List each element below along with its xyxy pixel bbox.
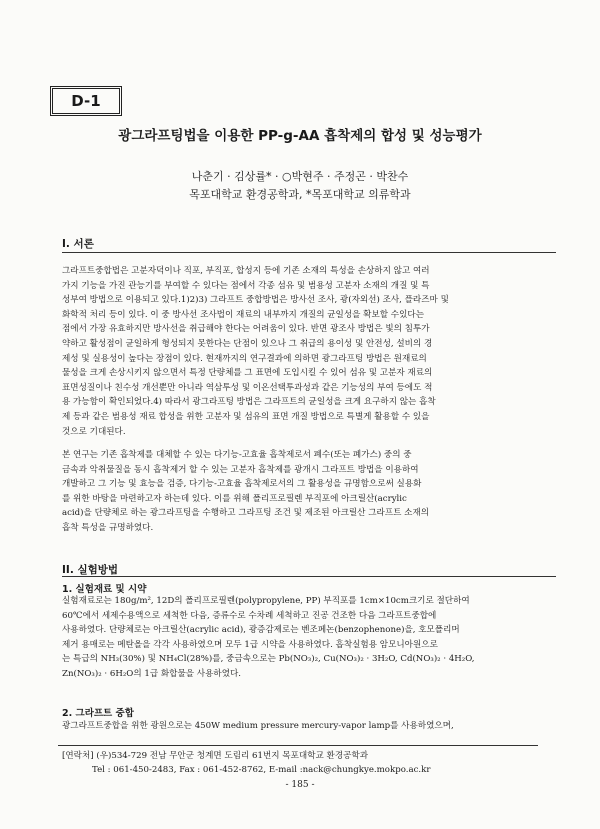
grafting-paragraph: 광그라프트중합을 위한 광원으로는 450W medium pressure mercury-vapor lamp를 사용하였으며, — [62, 721, 454, 731]
page-number: - 185 - — [285, 780, 315, 790]
intro-paragraph-1: 그라프트중합법은 고분자덕이나 직포, 부직포, 합성지 등에 기존 소재의 특성을 손상하지 않고 여러 가지 기능을 가진 관능기를 부여할 수 있다는 점에서 각종 섬유 및 범용성 고분자 소재의 개질 및 특 성부여 방법으로 이용되고 있다.1)2)3) 그라프트 중합방법은 방사선 조사, 광(자외선) 조사, 플라즈마 및 화학적 처리 등이 있다. 이 중 방사선 조사법이 재료의 내부까지 개질의 균일성을 확보할 수있다는 점에서 가장 유효하지만 방사선을 취급해야 한다는 어려움이 있다. 반면 광조사 방법은 빛의 침투가 약하고 활성점이 균일하게 형성되지 못한다는 단점이 있으나 그 취급의 용이성 및 안전성, 설비의 경 제성 및 실용성이 높다는 장점이 있다. 현재까지의 연구결과에 의하면 광그라프팅 방법은 원재료의 물성을 크게 손상시키지 않으면서 특정 단량체를 그 표면에 도입시킬 수 있어 섬유 및 고분자 재료의 표면성질이나 친수성 개선뿐만 아니라 역삼투성 및 이온선택투과성과 같은 기능성의 부여 등에도 적 용 가능함이 확인되었다.4) 따라서 광그라프팅 방법은 그라프트의 균일성을 크게 요구하지 않는 흡착 제 등과 같은 범용성 재료 합성을 위한 고분자 및 섬유의 표면 개질 방법으로 특별게 활용할 수 있을 것으로 기대된다. — [62, 266, 449, 437]
section-divider — [62, 576, 556, 577]
section-divider — [62, 252, 556, 253]
contact-address: [연락처] (우)534-729 전남 무안군 청계면 도림리 61번지 목포대학교 환경공학과 — [62, 751, 369, 761]
contact-phone-email: Tel : 061-450-2483, Fax : 061-452-8762, E-mail :nack@chungkye.mokpo.ac.kr — [92, 765, 431, 775]
session-code-box: D-1 — [50, 86, 122, 116]
materials-paragraph: 실험재료로는 180g/m², 12D의 폴리프로필렌(polypropylene, PP) 부직포를 1cm×10cm크기로 절단하여 60℃에서 세제수용액으로 세척한 다음, 증류수로 수차례 세척하고 진공 건조한 다음 그라프트중합에 사용하였다. 단량체로는 아크릴산(acrylic acid), 광증감제로는 벤조페논(benzophenone)을, 호모폴리머 제거 용매로는 메탄올을 각각 사용하였으며 모두 1급 시약을 사용하였다. 흡착실험용 암모니아원으로 는 특급의 NH₃(30%) 및 NH₄Cl(28%)를, 중금속으로는 Pb(NO₃)₂, Cu(NO₃)₂ · 3H₂O, Cd(NO₃)₂ · 4H₂O, Zn(NO₃)₂ · 6H₂O의 1급 화합물을 사용하였다. — [62, 596, 475, 679]
author-list: 나춘기 · 김상률* · ○박현주 · 주정곤 · 박찬수 — [191, 170, 409, 183]
section-heading-methods: II. 실험방법 — [62, 564, 119, 576]
section-heading-intro: I. 서론 — [62, 238, 94, 250]
footer-divider — [58, 745, 538, 746]
intro-paragraph-2: 본 연구는 기존 흡착제를 대체할 수 있는 다기능-고효율 흡착제로서 폐수(또는 폐가스) 중의 중 금속과 악취물질을 동시 흡착제거 할 수 있는 고분자 흡착제를 광개시 그라프트 방법을 이용하여 개발하고 그 기능 및 효능을 검증, 다기능-고효율 흡착제로서의 그 활용성을 규명함으로써 실용화 를 위한 바탕을 마련하고자 하는데 있다. 이를 위해 폴리프로필렌 부직포에 아크릴산(acrylic acid)을 단량체로 하는 광그라프팅을 수행하고 그라프팅 조건 및 제조된 아크릴산 그라프트 소재의 흡착 특성을 규명하였다. — [62, 450, 430, 533]
subsection-heading-grafting: 2. 그라프트 중합 — [62, 708, 134, 719]
affiliation: 목포대학교 환경공학과, *목포대학교 의류학과 — [189, 188, 411, 201]
paper-title: 광그라프팅법을 이용한 PP-g-AA 흡착제의 합성 및 성능평가 — [118, 128, 482, 144]
subsection-heading-materials: 1. 실험재료 및 시약 — [62, 584, 147, 595]
